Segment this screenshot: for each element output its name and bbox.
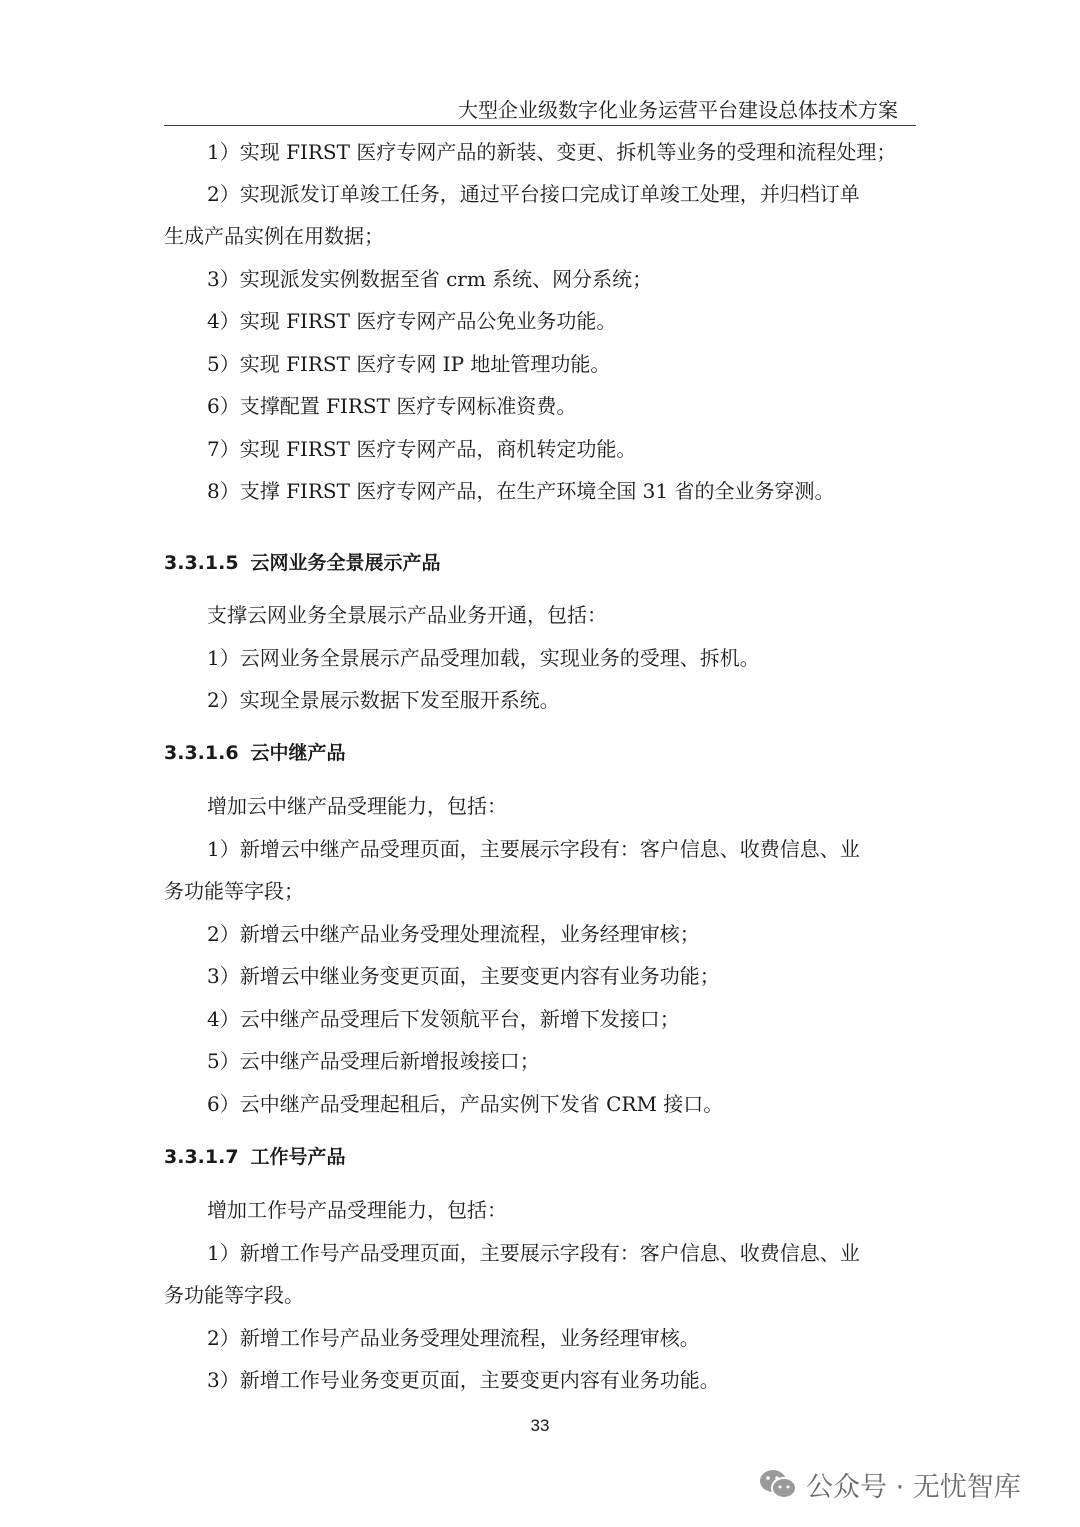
list-item: 3）新增云中继业务变更页面，主要变更内容有业务功能；	[207, 964, 720, 988]
list-item: 3）实现派发实例数据至省 crm 系统、网分系统；	[207, 267, 653, 291]
section-heading	[164, 1142, 346, 1172]
list-item-continuation: 生成产品实例在用数据；	[164, 224, 384, 248]
watermark	[758, 1462, 1021, 1506]
section-title: 工作号产品	[250, 1146, 346, 1168]
document-title: 大型企业级数字化业务运营平台建设总体技术方案	[458, 98, 898, 122]
list-item: 1）新增工作号产品受理页面，主要展示字段有：客户信息、收费信息、业	[207, 1241, 860, 1265]
watermark-text: 公众号 · 无忧智库	[806, 1471, 1021, 1503]
list-item: 4）实现 FIRST 医疗专网产品公免业务功能。	[207, 309, 617, 333]
section-title: 云中继产品	[250, 742, 346, 764]
section-number: 3.3.1.6	[164, 742, 239, 764]
list-item: 8）支撑 FIRST 医疗专网产品，在生产环境全国 31 省的全业务穿测。	[207, 479, 835, 503]
page-number: 33	[530, 1416, 550, 1435]
list-item: 7）实现 FIRST 医疗专网产品，商机转定功能。	[207, 437, 637, 461]
list-item: 5）云中继产品受理后新增报竣接口；	[207, 1049, 540, 1073]
list-item: 3）新增工作号业务变更页面，主要变更内容有业务功能。	[207, 1368, 720, 1392]
section-intro: 增加云中继产品受理能力，包括：	[207, 794, 507, 818]
list-item: 6）支撑配置 FIRST 医疗专网标准资费。	[207, 394, 577, 418]
list-item: 1）实现 FIRST 医疗专网产品的新装、变更、拆机等业务的受理和流程处理；	[207, 140, 897, 164]
list-item: 2）新增工作号产品业务受理处理流程，业务经理审核。	[207, 1326, 700, 1350]
wechat-icon	[758, 1468, 798, 1500]
section-number: 3.3.1.5	[164, 552, 239, 574]
list-item: 2）新增云中继产品业务受理处理流程，业务经理审核；	[207, 922, 700, 946]
list-item: 2）实现全景展示数据下发至服开系统。	[207, 688, 560, 712]
section-heading	[164, 548, 441, 578]
section-title: 云网业务全景展示产品	[250, 552, 441, 574]
section-intro: 支撑云网业务全景展示产品业务开通，包括：	[207, 603, 607, 627]
section-heading	[164, 738, 346, 768]
list-item: 5）实现 FIRST 医疗专网 IP 地址管理功能。	[207, 352, 611, 376]
list-item: 1）新增云中继产品受理页面，主要展示字段有：客户信息、收费信息、业	[207, 837, 860, 861]
header-divider	[164, 125, 916, 126]
list-item: 4）云中继产品受理后下发领航平台，新增下发接口；	[207, 1007, 680, 1031]
list-item: 2）实现派发订单竣工任务，通过平台接口完成订单竣工处理，并归档订单	[207, 182, 860, 206]
list-item-continuation: 务功能等字段；	[164, 879, 304, 903]
section-number: 3.3.1.7	[164, 1146, 239, 1168]
section-intro: 增加工作号产品受理能力，包括：	[207, 1198, 507, 1222]
list-item-continuation: 务功能等字段。	[164, 1283, 304, 1307]
list-item: 1）云网业务全景展示产品受理加载，实现业务的受理、拆机。	[207, 646, 760, 670]
list-item: 6）云中继产品受理起租后，产品实例下发省 CRM 接口。	[207, 1092, 724, 1116]
